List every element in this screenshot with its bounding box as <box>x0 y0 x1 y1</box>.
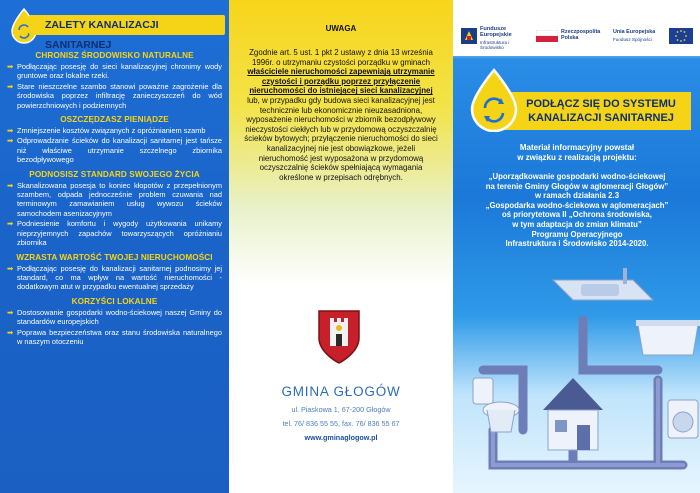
ue-text-1: Unia Europejska <box>613 29 656 35</box>
bullet-text: Podłączając posesję do kanalizacji sanitarnej podnosimy jej standard, co ma wpływ na wartość nieruchomości - dodatkowym atut w przypadku ewentualnej sprzedaży <box>17 263 222 292</box>
left-panel <box>0 0 229 493</box>
project-line: Infrastruktura i Środowisko 2014-2020. <box>505 239 649 249</box>
website-link[interactable]: www.gminaglogow.pl <box>304 433 378 442</box>
sewage-system-illustration <box>453 260 700 493</box>
polish-flag-icon <box>536 30 558 42</box>
right-title <box>493 92 691 130</box>
material-info <box>463 143 691 163</box>
project-line: „Uporządkowanie gospodarki wodno-ściekowej <box>488 172 666 181</box>
benefit-bullet <box>7 136 222 164</box>
arrow-icon: ➡ <box>7 307 14 317</box>
material-line-2: w związku z realizacją projektu: <box>517 152 637 162</box>
legal-intro: Zgodnie art. 5 ust. 1 pkt 2 ustawy z dnia 13 września 1996r. o utrzymaniu czystości porządku w gminach <box>249 48 433 67</box>
benefit-bullet <box>7 62 222 81</box>
project-line: w ramach działania 2.3 <box>534 191 620 201</box>
bullet-text: Podłączając posesję do sieci kanalizacyjnej chronimy wody gruntowe oraz lokalne rzeki. <box>17 62 222 81</box>
bathtub-icon <box>636 320 700 355</box>
arrow-icon: ➡ <box>7 126 14 136</box>
bullet-text: Skanalizowana posesja to koniec kłopotów z przepełnionym szambem, odpada jednocześnie problem czuwania nad terminowym zamawianiem usług wywozu ścieków samochodem asenizacyjnym <box>17 180 222 218</box>
rzeczpospolita-logo <box>536 26 606 48</box>
project-line: Programu Operacyjnego <box>531 229 623 239</box>
benefit-bullet <box>7 219 222 247</box>
bullet-text: Podniesienie komfortu i wygody użytkowania unikamy nieprzyjemnych zapachów towarzyszących opróżnianiu zbiornika <box>17 219 222 248</box>
left-title: ZALETY KANALIZACJI SANITARNEJ <box>29 15 225 35</box>
benefit-bullet <box>7 126 222 135</box>
legal-notice <box>243 48 439 182</box>
uwaga-heading: UWAGA <box>325 24 357 33</box>
project-line: w tym adaptacja do zmian klimatu” <box>512 219 642 229</box>
legal-highlight: właściciele nieruchomości zapewniają utrzymanie czystości i porządku poprzez przyłączenie nieruchomości do istniejącej sieci kanalizacyjnej <box>247 67 435 96</box>
bullet-text: Dostosowanie gospodarki wodno-ściekowej naszej Gminy do standardów europejskich <box>17 307 222 327</box>
project-line: na terenie Gminy Głogów w aglomeracji Głogów” <box>485 181 669 191</box>
fe-star-icon <box>461 28 477 44</box>
toilet-icon <box>473 378 519 432</box>
bullet-text: Poprawa bezpieczeństwa oraz stanu środowiska naturalnego w naszym otoczeniu <box>17 327 222 346</box>
section-heading: CHRONISZ ŚRODOWISKO NATURALNE <box>35 51 194 60</box>
benefit-bullet <box>7 264 222 292</box>
benefits-list <box>7 51 222 346</box>
left-header <box>7 6 222 51</box>
legal-rest: lub, w przypadku gdy budowa sieci kanalizacyjnej jest technicznie lub ekonomicznie nieuzasadniona, wyposażenie nieruchomości w zbiornik bezodpływowy nieczystości ciekłych lub w przydomową oczyszczalnię ścieków bytowych; przyłączenie nieruchomości do sieci kanalizacyjnej nie jest obowiązkowe, jeżeli nieruchomość jest wyposażona w przydomową oczyszczalnię ścieków spełniającą wymagania określone w przepisach odrębnych. <box>244 95 438 182</box>
water-drop-icon-large <box>467 68 521 132</box>
arrow-icon: ➡ <box>7 62 14 71</box>
washing-machine-icon <box>668 400 698 438</box>
benefit-bullet <box>7 82 222 110</box>
ue-text-2: Fundusz Spójności <box>613 37 652 42</box>
title-line-2: KANALIZACJI SANITARNEJ <box>528 112 674 124</box>
address: ul. Piaskowa 1, 67-200 Głogów <box>291 405 391 414</box>
section-heading: WZRASTA WARTOŚĆ TWOJEJ NIERUCHOMOŚCI <box>16 252 213 262</box>
bullet-text: Zmniejszenie kosztów związanych z opróżnianiem szamb <box>17 126 206 136</box>
rp-text-1: Rzeczpospolita <box>561 29 601 35</box>
arrow-icon: ➡ <box>7 327 14 337</box>
benefit-bullet <box>7 328 222 347</box>
fe-text-2: Europejskie <box>480 32 512 38</box>
bullet-text: Odprowadzanie ścieków do kanalizacji sanitarnej jest tańsze niż właściwe utrzymanie szczelnego zbiornika bezodpływowego <box>17 136 222 165</box>
eu-flag-icon <box>669 28 693 44</box>
title-line-1: PODŁĄCZ SIĘ DO SYSTEMU <box>526 98 676 110</box>
rp-text-2: Polska <box>561 35 579 41</box>
section-heading: KORZYŚCI LOKALNE <box>71 296 158 306</box>
fundusze-europejskie-logo <box>461 26 531 51</box>
middle-panel <box>229 0 453 493</box>
arrow-icon: ➡ <box>7 263 14 273</box>
benefit-bullet <box>7 181 222 219</box>
phone: tel. 76/ 836 55 55, fax. 76/ 836 55 67 <box>282 419 400 428</box>
gmina-name: GMINA GŁOGÓW <box>281 384 401 399</box>
section-heading: OSZCZĘDZASZ PIENIĄDZE <box>60 115 169 125</box>
project-description <box>461 172 693 249</box>
arrow-icon: ➡ <box>7 136 14 146</box>
sink-icon <box>553 268 653 300</box>
fe-text-1: Fundusze <box>480 26 507 32</box>
project-line: oś priorytetowa II „Ochrona środowiska, <box>502 210 652 220</box>
bullet-text: Stare nieszczelne szambo stanowi poważne zagrożenie dla środowiska poprzez infiltrację zanieczyszczeń do wód powierzchniowych i podziemnych <box>17 81 222 110</box>
arrow-icon: ➡ <box>7 219 14 229</box>
arrow-icon: ➡ <box>7 180 14 190</box>
material-line-1: Materiał informacyjny powstał <box>519 143 635 152</box>
arrow-icon: ➡ <box>7 81 14 91</box>
right-panel <box>453 0 700 493</box>
unia-europejska-logo <box>613 26 695 48</box>
coat-of-arms-icon <box>316 308 362 366</box>
project-line: „Gospodarka wodno-ściekowa w aglomeracjach” <box>485 200 669 210</box>
house-icon <box>543 378 603 450</box>
fe-text-3: Infrastruktura i Środowisko <box>480 40 510 51</box>
eu-logos-bar <box>453 0 700 56</box>
benefit-bullet <box>7 308 222 327</box>
section-heading: PODNOSISZ STANDARD SWOJEGO ŻYCIA <box>29 169 200 179</box>
